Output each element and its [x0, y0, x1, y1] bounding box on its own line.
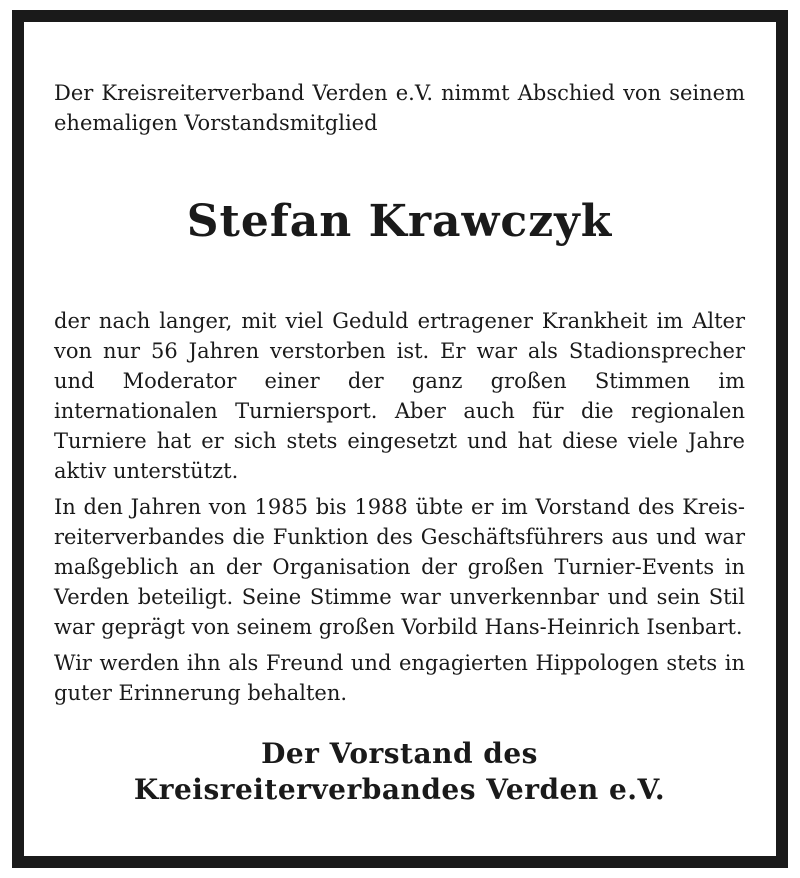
- signature-line-2: Kreisreiterverbandes Verden e.V.: [133, 773, 666, 806]
- deceased-name: Stefan Krawczyk: [186, 196, 613, 247]
- intro-text: Der Kreisreiterverband Verden e.V. nimmt Abschied von seinem ehemaligen Vorstandsmitglied: [54, 81, 745, 135]
- obituary-content: [54, 78, 745, 806]
- body-paragraph: Wir werden ihn als Freund und engagierten Hippologen stets in guter Erinnerung behalten.: [54, 651, 745, 705]
- body-paragraph: der nach langer, mit viel Geduld ertragener Krankheit im Alter von nur 56 Jahren verstorben ist. Er war als Stadionsprecher und Moderator einer der ganz großen Stimmen im internationalen Turniersport. Aber auch für die regionalen Turniere hat er sich stets eingesetzt und hat diese viele Jahre aktiv unterstützt.: [54, 309, 745, 483]
- signature-block: [54, 736, 745, 808]
- signature-line-1: Der Vorstand des: [261, 737, 538, 770]
- obituary-body: [54, 306, 745, 714]
- obituary-notice-frame: [12, 10, 788, 868]
- body-paragraph: In den Jahren von 1985 bis 1988 übte er im Vorstand des Kreisreiterverbandes die Funktion des Geschäftsführers aus und war maßgeblich an der Organisation der großen Turnier-Events in Verden beteiligt. Seine Stimme war unverkennbar und sein Stil war geprägt von seinem großen Vorbild Hans-Heinrich Isenbart.: [54, 495, 745, 639]
